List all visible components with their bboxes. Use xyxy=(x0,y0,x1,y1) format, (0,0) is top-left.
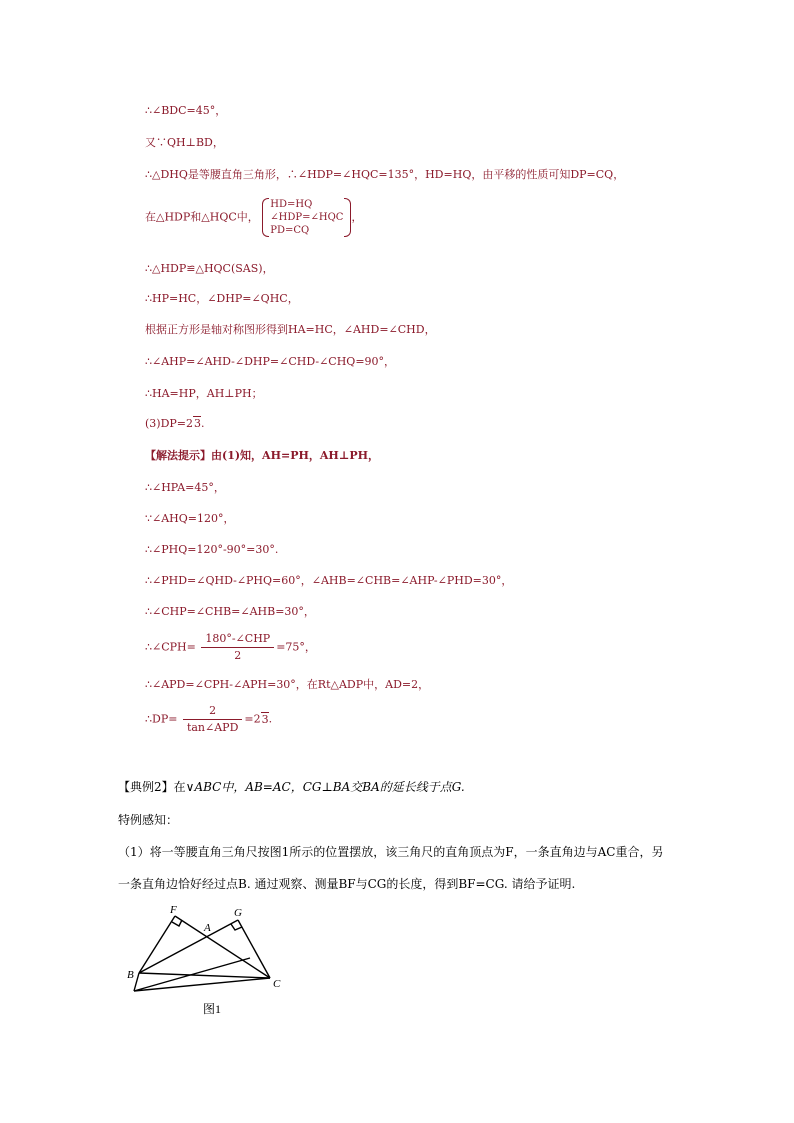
solution-line-8: ∴∠AHP=∠AHD-∠DHP=∠CHD-∠CHQ=90°， xyxy=(145,355,396,368)
solution-line-7: 根据正方形是轴对称图形得到HA=HC，∠AHD=∠CHD， xyxy=(145,323,436,336)
segment-bc xyxy=(139,973,270,978)
segment-fb xyxy=(139,916,175,973)
figure-caption: 图1 xyxy=(203,1002,222,1016)
solution-line-12: ∴∠HPA=45°， xyxy=(145,481,225,494)
solution-line-17: ∴∠CPH= $\frac{\text{180°-∠CHP}}{2}$ =75°， xyxy=(145,632,316,662)
label-g: G xyxy=(234,907,242,919)
system-row-1: HD=HQ xyxy=(270,199,313,210)
example-subtitle: 特例感知： xyxy=(118,813,179,827)
solution-line-15: ∴∠PHD=∠QHD-∠PHQ=60°，∠AHB=∠CHB=∠AHP-∠PHD=30°， xyxy=(145,574,513,587)
label-a: A xyxy=(204,922,211,934)
solution-line-10: (3)DP=23. xyxy=(145,417,205,430)
segment-fc xyxy=(175,916,270,978)
solution-line-19: ∴DP= $\frac{2}{\text{tan∠APD}}$ =23. xyxy=(145,704,273,734)
solution-line-16: ∴∠CHP=∠CHB=∠AHB=30°， xyxy=(145,605,315,618)
solution-line-5: ∴△HDP≌△HQC(SAS)， xyxy=(145,262,274,275)
fraction-cph: $\frac{\text{180°-∠CHP}}{2}$ xyxy=(201,632,274,663)
solution-line-4: 在△HDP和△HQC中， HD=HQ ∠HDP=∠HQC PD=CQ ， xyxy=(145,199,363,236)
geometry-figure-1 xyxy=(125,905,295,1020)
solution-line-13: ∵∠AHQ=120°， xyxy=(145,512,235,525)
triangle-intro: 在△HDP和△HQC中， xyxy=(145,210,259,224)
solution-line-2: 又∵QH⊥BD， xyxy=(145,136,224,149)
solution-line-1: ∴∠BDC=45°， xyxy=(145,104,227,117)
solution-line-6: ∴HP=HC，∠DHP=∠QHC， xyxy=(145,292,299,305)
label-b: B xyxy=(127,969,134,981)
example-part1-line2: 一条直角边恰好经过点B. 通过观察、测量BF与CG的长度，得到BF=CG. 请给予证明. xyxy=(118,877,576,891)
system-row-2: ∠HDP=∠HQC xyxy=(270,212,344,223)
label-f: F xyxy=(170,905,177,916)
solution-line-18: ∴∠APD=∠CPH-∠APH=30°，在Rt△ADP中，AD=2， xyxy=(145,678,430,691)
equation-system xyxy=(262,198,351,237)
system-row-3: PD=CQ xyxy=(270,225,310,236)
fraction-dp: $\frac{2}{\text{tan∠APD}}$ xyxy=(183,704,242,735)
label-c: C xyxy=(273,978,281,990)
segment-gc xyxy=(238,920,270,978)
right-angle-mark-f xyxy=(172,920,182,926)
segment-b-bottom xyxy=(134,973,139,991)
solution-line-3: ∴△DHQ是等腰直角三角形，∴∠HDP=∠HQC=135°，HD=HQ，由平移的性质可知DP=CQ， xyxy=(145,168,625,181)
solution-line-14: ∴∠PHQ=120°-90°=30°. xyxy=(145,543,279,556)
hint-line: 【解法提示】由(1)知，AH=PH，AH⊥PH， xyxy=(145,449,380,462)
example-part1-line1: （1）将一等腰直角三角尺按图1所示的位置摆放，该三角尺的直角顶点为F，一条直角边与AC重合，另 xyxy=(118,845,664,859)
solution-line-9: ∴HA=HP，AH⊥PH； xyxy=(145,387,263,400)
example-title: 【典例2】在∨ABC中，AB=AC，CG⊥BA交BA的延长线于点G. xyxy=(118,780,465,794)
